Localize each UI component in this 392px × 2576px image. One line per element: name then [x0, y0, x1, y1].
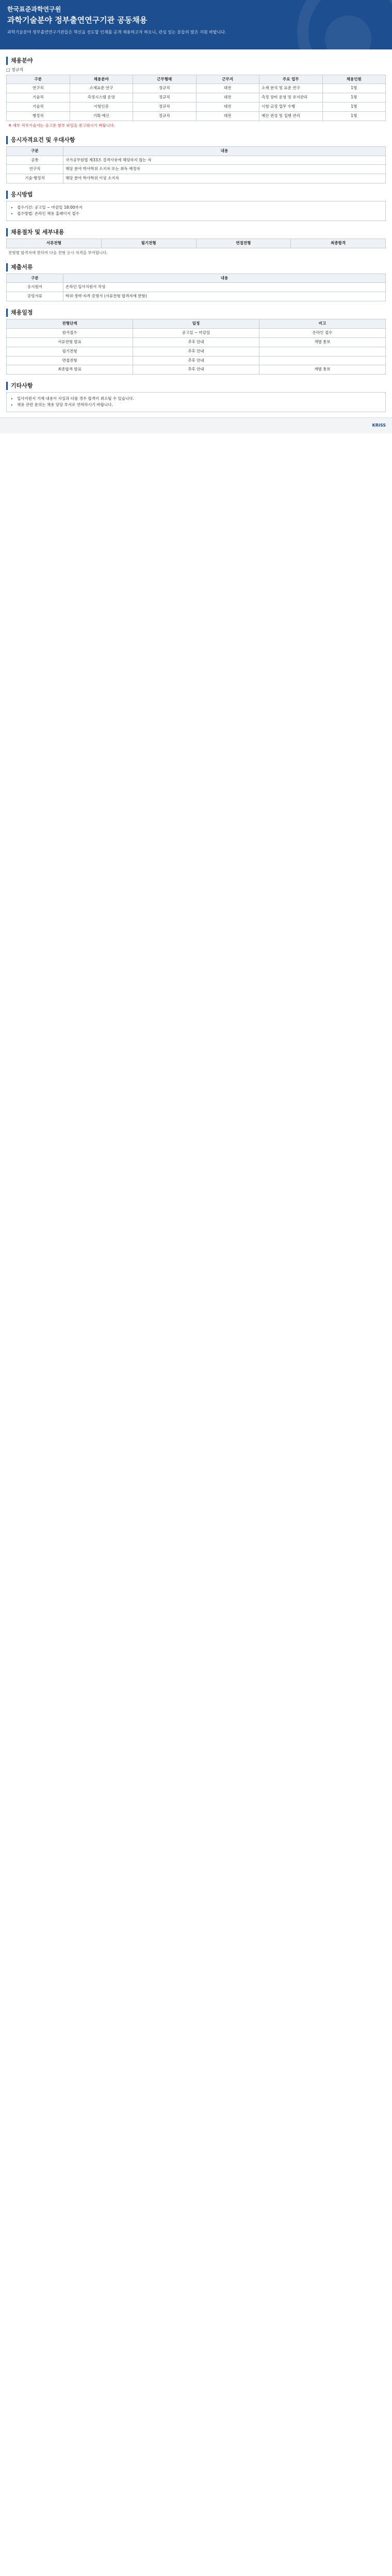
cell: 온라인 입사지원서 작성 — [63, 283, 386, 292]
apply-box — [6, 201, 386, 221]
cell: 연구직 — [7, 165, 63, 174]
cell: 정규직 — [133, 84, 197, 93]
section-label: □ 정규직 — [6, 67, 24, 72]
section-title-process: 채용절차 및 세부내용 — [6, 228, 386, 236]
step: 필기전형 — [101, 239, 196, 248]
misc-line: • 채용 관련 문의는 채용 담당 부서로 연락하시기 바랍니다. — [17, 402, 381, 408]
misc-line: • 입사지원서 기재 내용이 사실과 다를 경우 합격이 취소될 수 있습니다. — [17, 396, 381, 402]
col-header: 구분 — [7, 75, 70, 84]
col-header: 구분 — [7, 146, 63, 156]
apply-line: • 접수방법: 온라인 채용 홈페이지 접수 — [17, 211, 381, 217]
section-title-qualifications: 응시자격요건 및 우대사항 — [6, 136, 386, 144]
process-table — [6, 239, 386, 248]
col-header: 채용인원 — [322, 75, 386, 84]
positions-note: ※ 세부 직무기술서는 공고문 첨부 파일을 참고하시기 바랍니다. — [8, 123, 115, 128]
header-banner — [0, 0, 392, 49]
cell: 행정직 — [7, 112, 70, 121]
cell: 해당 분야 학사학위 이상 소지자 — [63, 174, 386, 183]
cell: 대전 — [196, 103, 259, 112]
documents-table — [6, 274, 386, 302]
col-header: 구분 — [7, 274, 63, 283]
cell: 최종합격 발표 — [7, 365, 133, 375]
cell: 면접전형 — [7, 356, 133, 365]
cell: 추후 안내 — [133, 356, 259, 365]
table-row — [7, 328, 386, 337]
cell: 예산 편성 및 집행 관리 — [259, 112, 323, 121]
process-note: 전형별 합격자에 한하여 다음 전형 응시 자격을 부여합니다. — [8, 250, 108, 255]
col-header: 채용분야 — [70, 75, 133, 84]
table-row — [7, 112, 386, 121]
table-row — [7, 365, 386, 375]
col-header: 내용 — [63, 146, 386, 156]
col-header: 비고 — [259, 319, 386, 329]
col-header: 주요 업무 — [259, 75, 323, 84]
table-row — [7, 93, 386, 103]
cell: 기획·예산 — [70, 112, 133, 121]
table-row — [7, 356, 386, 365]
col-header: 근무지 — [196, 75, 259, 84]
table-row — [7, 103, 386, 112]
header-lead: 과학기술분야 정부출연연구기관들은 혁신을 선도할 인재를 공개 채용하고자 하오니, 관심 있는 분들의 많은 지원 바랍니다. — [7, 30, 226, 35]
cell: 추후 안내 — [133, 337, 259, 347]
cell: 1명 — [322, 93, 386, 103]
cell: 시험·교정 업무 수행 — [259, 103, 323, 112]
qualifications-table — [6, 146, 386, 184]
cell: 1명 — [322, 112, 386, 121]
cell: 온라인 접수 — [259, 328, 386, 337]
table-row — [7, 174, 386, 183]
table-row — [7, 239, 386, 248]
page-title: 과학기술분야 정부출연연구기관 공동채용 — [7, 15, 148, 25]
cell: 해당 분야 박사학위 소지자 또는 취득 예정자 — [63, 165, 386, 174]
footer-logo: KRISS — [372, 423, 386, 428]
table-row — [7, 283, 386, 292]
cell: 개별 통보 — [259, 337, 386, 347]
step: 면접전형 — [196, 239, 291, 248]
footer — [0, 417, 392, 433]
cell — [259, 356, 386, 365]
step: 최종합격 — [291, 239, 386, 248]
table-row — [7, 84, 386, 93]
misc-box — [6, 392, 386, 412]
cell: 추후 안내 — [133, 347, 259, 356]
apply-line: • 접수기간: 공고일 ~ 마감일 18:00까지 — [17, 205, 381, 211]
cell: 기술·행정직 — [7, 174, 63, 183]
cell: 소재 분석 및 표준 연구 — [259, 84, 323, 93]
col-header: 일정 — [133, 319, 259, 329]
cell: 학위·경력·자격 증명서 (서류전형 합격자에 한함) — [63, 292, 386, 301]
cell — [259, 347, 386, 356]
cell: 국가공무원법 제33조 결격사유에 해당하지 않는 자 — [63, 156, 386, 165]
table-row — [7, 337, 386, 347]
cell: 대전 — [196, 93, 259, 103]
section-title-documents: 제출서류 — [6, 263, 386, 272]
positions-table — [6, 75, 386, 121]
cell: 서류전형 발표 — [7, 337, 133, 347]
cell: 공고일 ~ 마감일 — [133, 328, 259, 337]
table-row — [7, 347, 386, 356]
cell: 기술직 — [7, 93, 70, 103]
institute-name: 한국표준과학연구원 — [7, 6, 61, 13]
schedule-table — [6, 319, 386, 375]
cell: 1명 — [322, 84, 386, 93]
section-title-misc: 기타사항 — [6, 382, 386, 390]
cell: 연구직 — [7, 84, 70, 93]
cell: 소재표준 연구 — [70, 84, 133, 93]
cell: 추후 안내 — [133, 365, 259, 375]
cell: 정규직 — [133, 93, 197, 103]
cell: 공통 — [7, 156, 63, 165]
col-header: 근무형태 — [133, 75, 197, 84]
cell: 기술직 — [7, 103, 70, 112]
cell: 대전 — [196, 84, 259, 93]
section-title-positions: 채용분야 — [6, 57, 386, 65]
cell: 증빙서류 — [7, 292, 63, 301]
cell: 대전 — [196, 112, 259, 121]
section-title-apply: 응시방법 — [6, 191, 386, 199]
col-header: 내용 — [63, 274, 386, 283]
cell: 측정시스템 운영 — [70, 93, 133, 103]
cell: 측정 장비 운영 및 유지관리 — [259, 93, 323, 103]
step: 서류전형 — [7, 239, 102, 248]
cell: 정규직 — [133, 103, 197, 112]
table-row — [7, 165, 386, 174]
table-row — [7, 156, 386, 165]
cell: 시험인증 — [70, 103, 133, 112]
cell: 원서접수 — [7, 328, 133, 337]
table-row — [7, 292, 386, 301]
cell: 응시원서 — [7, 283, 63, 292]
col-header: 전형단계 — [7, 319, 133, 329]
cell: 1명 — [322, 103, 386, 112]
section-title-schedule: 채용일정 — [6, 309, 386, 317]
cell: 필기전형 — [7, 347, 133, 356]
cell: 개별 통보 — [259, 365, 386, 375]
cell: 정규직 — [133, 112, 197, 121]
